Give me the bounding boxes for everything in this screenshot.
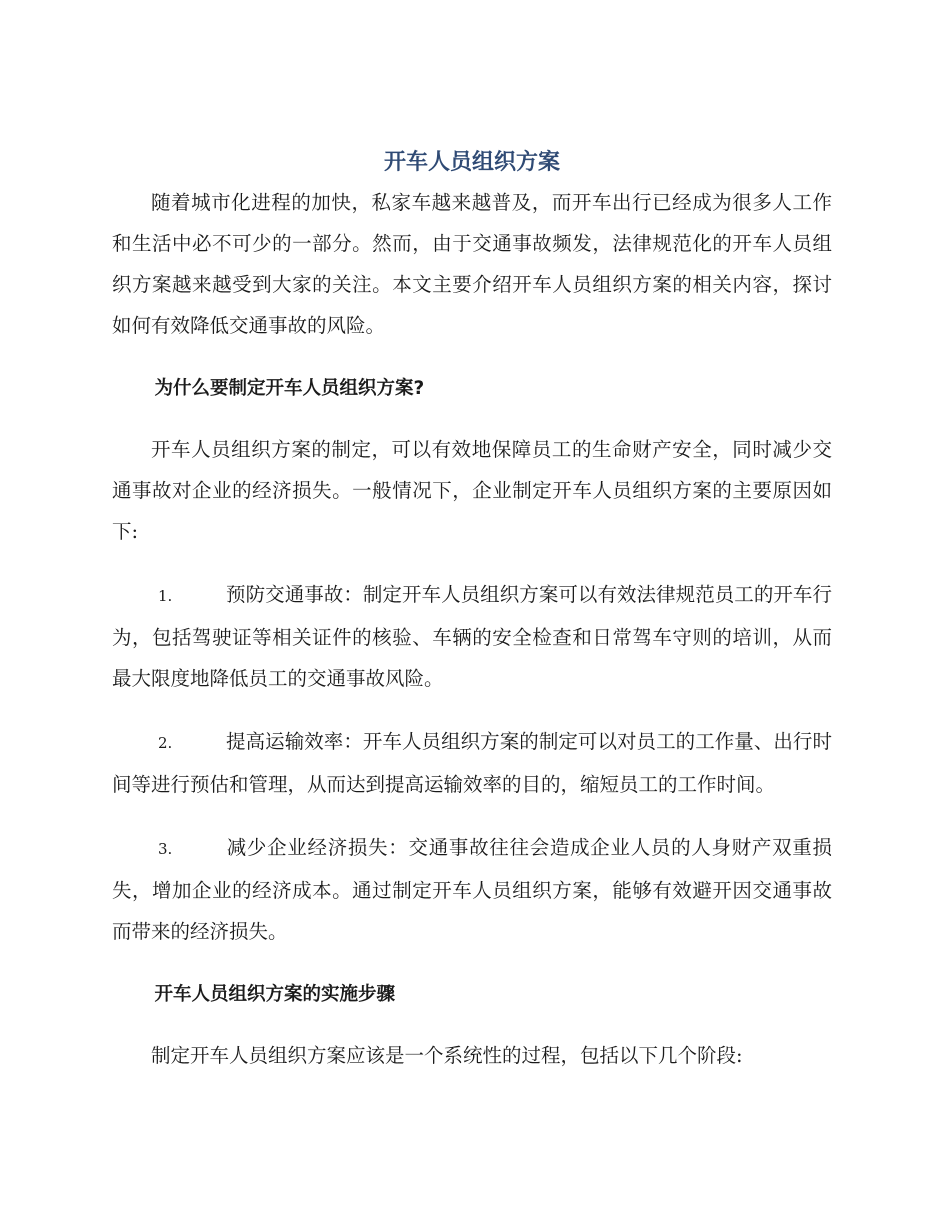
list-item-number: 3. bbox=[158, 840, 173, 858]
document-page bbox=[112, 140, 832, 1076]
section-heading-why: 为什么要制定开车人员组织方案? bbox=[154, 378, 425, 399]
list-item bbox=[112, 721, 832, 805]
document-title: 开车人员组织方案 bbox=[383, 150, 560, 175]
section-heading-steps: 开车人员组织方案的实施步骤 bbox=[154, 984, 396, 1005]
section-paragraph-steps: 制定开车人员组织方案应该是一个系统性的过程，包括以下几个阶段: bbox=[151, 1044, 743, 1067]
list-item-number: 1. bbox=[158, 587, 173, 605]
list-item-text: 提高运输效率：开车人员组织方案的制定可以对员工的工作量、出行时间等进行预估和管理，从而达到提高运输效率的目的，缩短员工的工作时间。 bbox=[112, 730, 832, 796]
section-paragraph-why: 开车人员组织方案的制定，可以有效地保障员工的生命财产安全，同时减少交通事故对企业的经济损失。一般情况下，企业制定开车人员组织方案的主要原因如下: bbox=[112, 438, 832, 543]
list-item-number: 2. bbox=[158, 734, 173, 752]
list-item-text: 减少企业经济损失：交通事故往往会造成企业人员的人身财产双重损失，增加企业的经济成本。通过制定开车人员组织方案，能够有效避开因交通事故而带来的经济损失。 bbox=[112, 836, 832, 943]
intro-paragraph: 随着城市化进程的加快，私家车越来越普及，而开车出行已经成为很多人工作和生活中必不可少的一部分。然而，由于交通事故频发，法律规范化的开车人员组织方案越来越受到大家的关注。本文主要介绍开车人员组织方案的相关内容，探讨如何有效降低交通事故的风险。 bbox=[112, 191, 832, 337]
list-item bbox=[112, 827, 832, 952]
list-item-text: 预防交通事故：制定开车人员组织方案可以有效法律规范员工的开车行为，包括驾驶证等相关证件的核验、车辆的安全检查和日常驾车守则的培训，从而最大限度地降低员工的交通事故风险。 bbox=[112, 583, 832, 690]
list-item bbox=[112, 574, 832, 699]
